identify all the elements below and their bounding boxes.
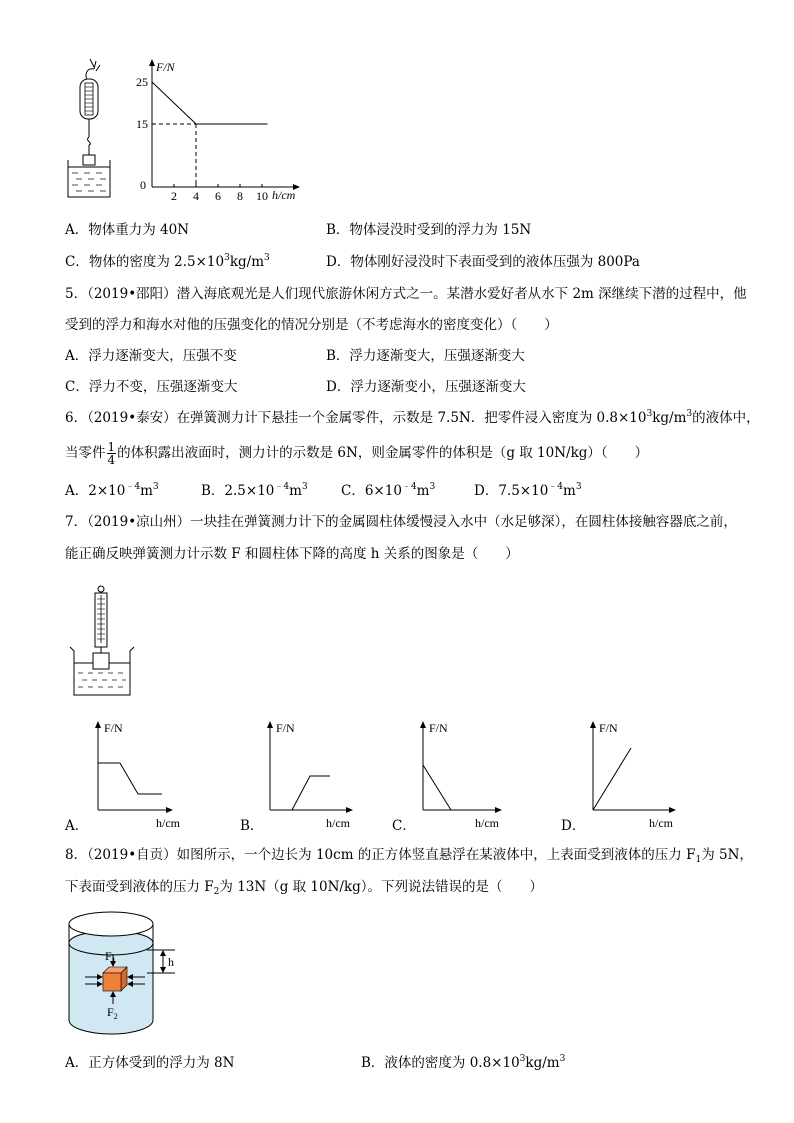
q7-stem-line1: 7．（2019•凉山州）一块挂在弹簧测力计下的金属圆柱体缓慢浸入水中（水足够深），在圆柱体接触容器底之前，	[65, 514, 737, 530]
q8-cube-in-liquid-figure	[65, 910, 190, 1040]
q7-c-x-label: h/cm	[475, 816, 499, 830]
q6-stem-line1: 6．（2019•泰安）在弹簧测力计下悬挂一个金属零件，示数是 7.5N．把零件浸入密度为 $0.8\times 10^3kg/m^3$的液体中，	[65, 409, 760, 426]
q6-option-c: C．$6\times 10^{﹣4}m^3$	[341, 482, 436, 499]
q4-x-tick-label: 4	[193, 189, 199, 203]
q4-x-tick-label: 6	[215, 189, 221, 203]
q4-data-line	[152, 82, 268, 124]
q8-option-b: B．液体的密度为 $0.8\times 10^3kg/m^3$	[361, 1054, 566, 1071]
q5-stem-line2: 受到的浮力和海水对他的压强变化的情况分别是（不考虑海水的密度变化）（ ）	[65, 317, 558, 333]
q7-a-y-label: F/N	[104, 721, 123, 735]
q8-f2-label: $F_2$	[107, 1005, 118, 1021]
q8-stem-line2: 下表面受到液体的压力 $F_2$为 13N（g 取 10N/kg）。下列说法错误的是（ ）	[65, 879, 544, 897]
q4-x-tick-label: 2	[171, 189, 177, 203]
q7-graph-c	[415, 718, 515, 833]
q5-option-a: A．浮力逐渐变大，压强不变	[65, 348, 237, 364]
q4-option-b: B．物体浸没时受到的浮力为 15N	[326, 222, 532, 238]
q8-f1-label: $F_1$	[105, 949, 116, 965]
q8-h-label: h	[168, 955, 174, 969]
q7-b-x-label: h/cm	[326, 816, 350, 830]
q6-option-a: A．$2\times 10^{﹣4}m^3$	[65, 482, 159, 499]
q5-option-c: C．浮力不变，压强逐渐变大	[65, 379, 238, 395]
q4-x-tick-label: 10	[256, 189, 268, 203]
q8-option-a: A．正方体受到的浮力为 8N	[65, 1055, 235, 1071]
q6-option-d: D．$7.5\times 10^{﹣4}m^3$	[474, 482, 582, 499]
q6-stem-line2: 当零件 $\frac{1}{4}$ 的体积露出液面时，测力计的示数是 6N，则金属零件的体积是（g 取 10N/kg）（ ）	[65, 440, 649, 467]
q7-graph-d	[585, 718, 685, 833]
q4-y-tick-label: 15	[136, 117, 148, 131]
q4-spring-scale-figure	[66, 57, 118, 199]
q4-y-axis-label: F/N	[156, 60, 175, 74]
q4-force-depth-graph	[128, 57, 308, 207]
q7-label-c: C．	[392, 818, 416, 834]
q7-a-x-label: h/cm	[156, 816, 180, 830]
q4-origin-label: 0	[140, 178, 146, 192]
q7-c-y-label: F/N	[429, 721, 448, 735]
q4-option-c: C．物体的密度为 $2.5\times 10^3kg/m^3$	[65, 253, 270, 270]
q4-option-d: D．物体刚好浸没时下表面受到的液体压强为 800Pa	[326, 254, 640, 270]
q7-label-d: D．	[561, 818, 586, 834]
q4-y-tick-label: 25	[136, 75, 148, 89]
q6-fraction: $\frac{1}{4}$	[107, 440, 116, 467]
q5-option-d: D．浮力逐渐变小，压强逐渐变大	[326, 379, 526, 395]
q7-beaker-figure	[68, 585, 138, 700]
q7-d-x-label: h/cm	[649, 816, 673, 830]
q7-graph-a	[90, 718, 190, 833]
q4-x-axis-label: h/cm	[272, 188, 296, 202]
q5-option-b: B．浮力逐渐变大，压强逐渐变大	[326, 348, 525, 364]
q7-label-a: A．	[65, 818, 89, 834]
q4-option-a: A．物体重力为 40N	[65, 222, 190, 238]
q4-x-tick-label: 8	[237, 189, 243, 203]
q6-option-b: B．$2.5\times 10^{﹣4}m^3$	[201, 482, 308, 499]
q8-stem-line1: 8．（2019•自贡）如图所示，一个边长为 10cm 的正方体竖直悬浮在某液体中，上表面受到液体的压力 $F_1$为 5N，	[65, 847, 753, 865]
q7-graph-b	[262, 718, 362, 833]
q5-stem-line1: 5．（2019•邵阳）潜入海底观光是人们现代旅游休闲方式之一。某潜水爱好者从水下 2m 深继续下潜的过程中，他	[65, 286, 747, 302]
q7-b-y-label: F/N	[276, 721, 295, 735]
q7-stem-line2: 能正确反映弹簧测力计示数 F 和圆柱体下降的高度 h 关系的图象是（ ）	[65, 546, 519, 562]
q7-d-y-label: F/N	[599, 721, 618, 735]
q7-label-b: B．	[240, 818, 264, 834]
